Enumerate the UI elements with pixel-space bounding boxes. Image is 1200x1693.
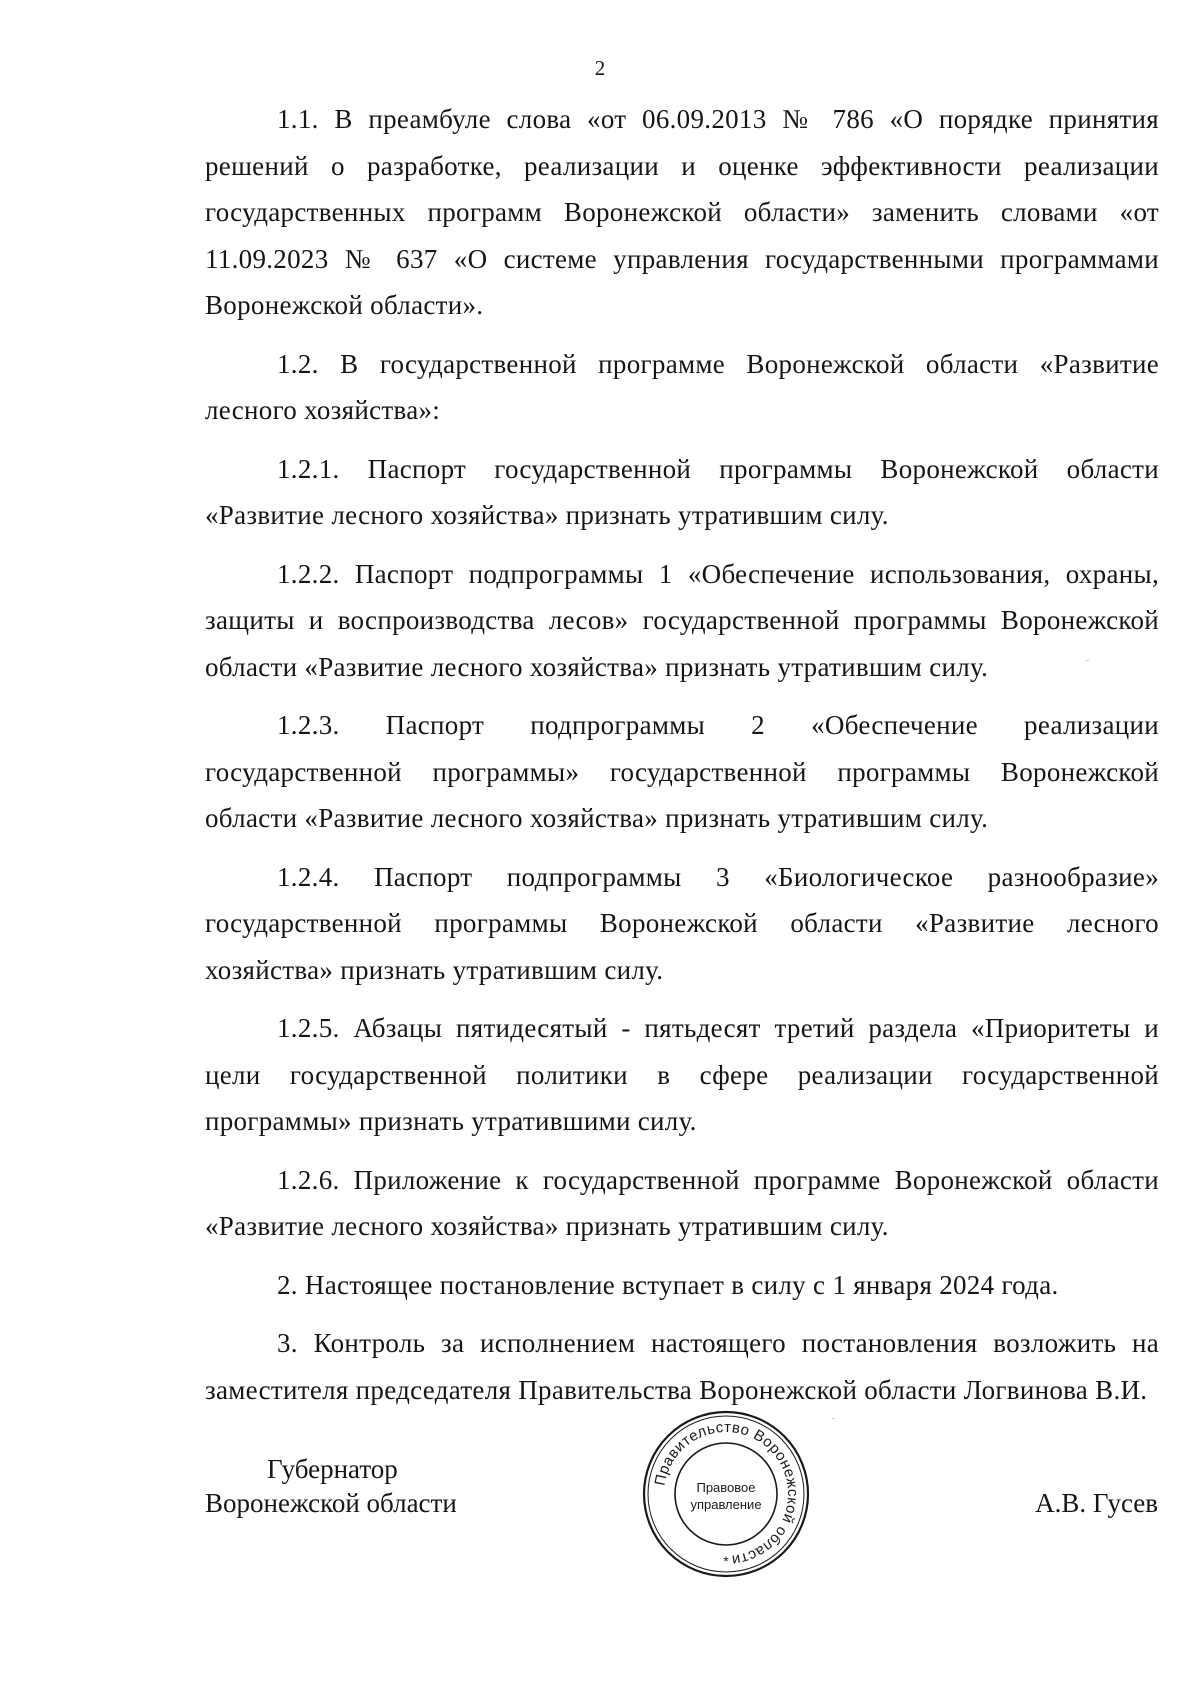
- page-number: 2: [594, 56, 606, 80]
- signatory-position: [205, 1452, 457, 1520]
- stamp-inner-line1: Правовое: [696, 1480, 756, 1495]
- paragraph-1-1: 1.1. В преамбуле слова «от 06.09.2013 № 786 «О порядке принятия решений о разработке, реализации и оценке эффективности реализации государственных программ Воронежской области» заменить словами «от 11.09.2023 № 637 «О системе управления государственными программами Воронежской области».: [205, 104, 1159, 320]
- stamp-seal-icon: [640, 1408, 812, 1580]
- stamp-inner-line2: управление: [690, 1497, 762, 1512]
- scan-speck: [1086, 660, 1089, 661]
- paragraph-3: 3. Контроль за исполнением настоящего постановления возложить на заместителя председателя Правительства Воронежской области Логвинова В.И.: [205, 1328, 1159, 1405]
- document-body: [205, 96, 1159, 1425]
- paragraph-1-2-5: 1.2.5. Абзацы пятидесятый - пятьдесят третий раздела «Приоритеты и цели государственной политики в сфере реализации государственной программы» признать утратившими силу.: [205, 1013, 1159, 1136]
- paragraph-1-2-2: 1.2.2. Паспорт подпрограммы 1 «Обеспечение использования, охраны, защиты и воспроизводства лесов» государственной программы Воронежской области «Развитие лесного хозяйства» признать утратившим силу.: [205, 558, 1159, 682]
- paragraph-1-2-1: 1.2.1. Паспорт государственной программы Воронежской области «Развитие лесного хозяйства» признать утратившим силу.: [205, 453, 1159, 530]
- paragraph-1-2-6: 1.2.6. Приложение к государственной программе Воронежской области «Развитие лесного хозяйства» признать утратившим силу.: [205, 1164, 1159, 1241]
- paragraph-1-2-3: 1.2.3. Паспорт подпрограммы 2 «Обеспечение реализации государственной программы» государственной программы Воронежской области «Развитие лесного хозяйства» признать утратившим силу.: [205, 710, 1159, 833]
- official-stamp: [640, 1408, 812, 1580]
- stamp-outer-text: Правительство Воронежской области: [651, 1418, 802, 1569]
- signatory-region: Воронежской области: [205, 1488, 457, 1518]
- scan-speck: [832, 1418, 835, 1419]
- signatory-name: А.В. Гусев: [1035, 1488, 1158, 1518]
- paragraph-2: 2. Настоящее постановление вступает в силу с 1 января 2024 года.: [277, 1269, 1059, 1300]
- stamp-star: *: [723, 1553, 729, 1569]
- paragraph-1-2: 1.2. В государственной программе Воронежской области «Развитие лесного хозяйства»:: [205, 348, 1159, 425]
- paragraph-1-2-4: 1.2.4. Паспорт подпрограммы 3 «Биологическое разнообразие» государственной программы Воронежской области «Развитие лесного хозяйства» признать утратившим силу.: [205, 861, 1159, 985]
- signatory-title: Губернатор: [267, 1454, 398, 1484]
